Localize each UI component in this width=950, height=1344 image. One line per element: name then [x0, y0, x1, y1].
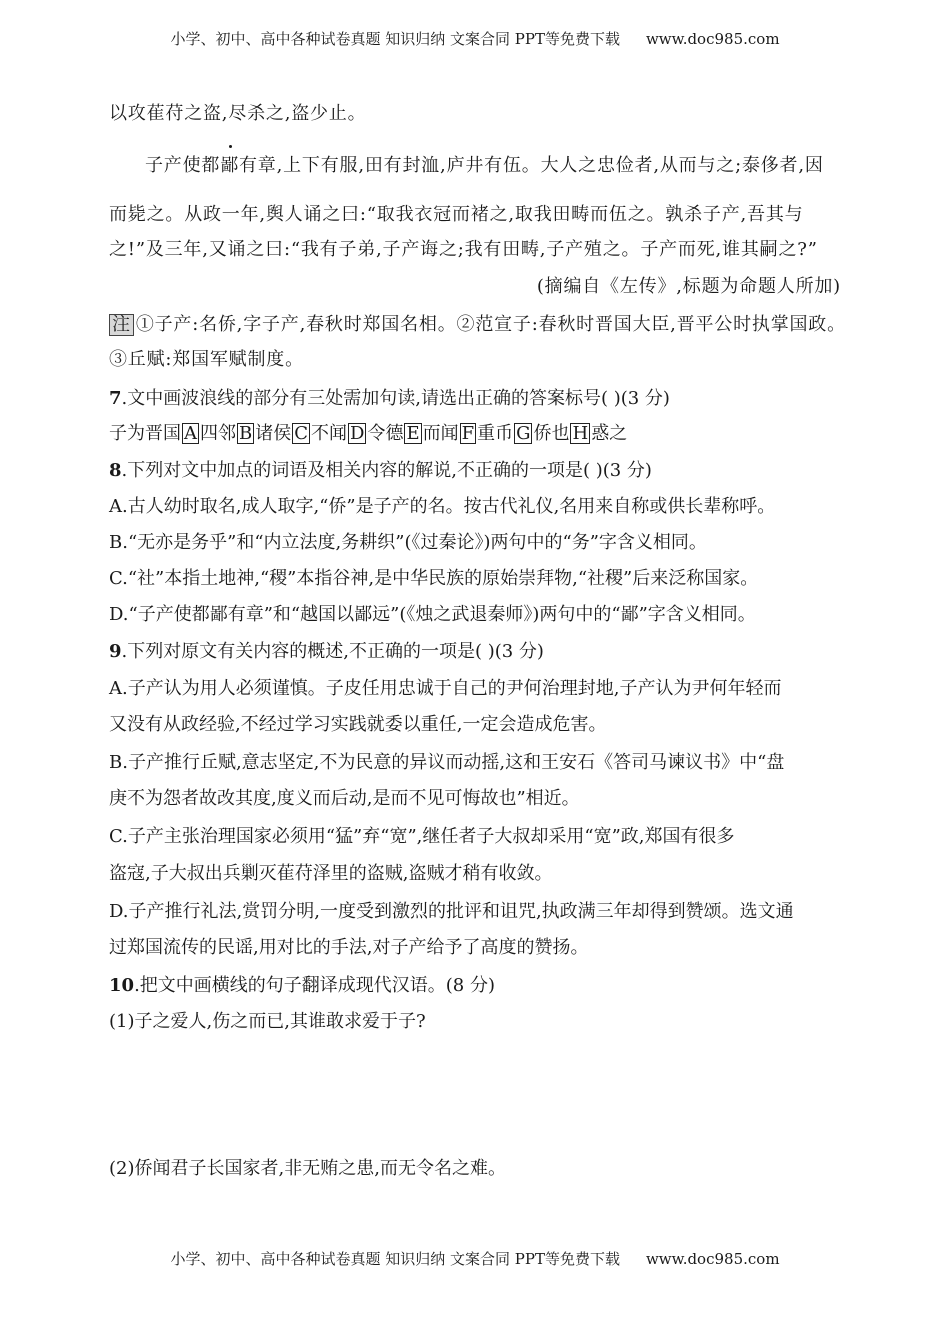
note-label: 注: [109, 314, 134, 336]
mark-f[interactable]: F: [461, 423, 475, 444]
page-footer: [0, 1248, 950, 1269]
question-text: .下列对原文有关内容的概述,不正确的一项是( )(3 分): [121, 641, 544, 662]
question-number: 10: [109, 975, 135, 996]
option-a[interactable]: A.古人幼时取名,成人取字,“侨”是子产的名。按古代礼仪,名用来自称或供长辈称呼。: [109, 496, 776, 517]
segment-text: 惑之: [591, 423, 628, 444]
emphasis-dot-mark: [229, 145, 232, 148]
option-d[interactable]: D.子产推行礼法,赏罚分明,一度受到激烈的批评和诅咒,执政满三年却得到赞颂。选文通: [109, 901, 794, 922]
footer-text: 小学、初中、高中各种试卷真题 知识归纳 文案合同 PPT等免费下载: [170, 1250, 620, 1268]
mark-h[interactable]: H: [572, 423, 589, 444]
segment-text: 子为晋国: [109, 423, 181, 444]
translation-sentence-2: (2)侨闻君子长国家者,非无贿之患,而无令名之难。: [109, 1158, 506, 1179]
option-d[interactable]: D.“子产使都鄙有章”和“越国以鄙远”(《烛之武退秦师》)两句中的“鄙”字含义相同。: [109, 604, 756, 625]
segment-text: 诸侯: [255, 423, 292, 444]
segment-text: 而闻: [422, 423, 459, 444]
mark-d[interactable]: D: [350, 423, 365, 444]
question-9: [109, 640, 849, 664]
option-b-cont: 庚不为怨者故改其度,度义而后动,是而不见可悔故也”相近。: [109, 788, 580, 809]
segment-text: 重币: [477, 423, 514, 444]
passage-line: 而毙之。从政一年,舆人诵之曰:“取我衣冠而褚之,取我田畴而伍之。孰杀子产,吾其与: [109, 204, 804, 225]
notes-line: [109, 313, 849, 337]
footer-url[interactable]: www.doc985.com: [645, 1250, 780, 1268]
option-a-cont: 又没有从政经验,不经过学习实践就委以重任,一定会造成危害。: [109, 714, 607, 735]
question-number: 7: [109, 388, 122, 409]
page-header: [0, 28, 950, 49]
question-10: [109, 974, 849, 998]
option-c-cont: 盗寇,子大叔出兵剿灭萑苻泽里的盗贼,盗贼才稍有收敛。: [109, 863, 553, 884]
passage-line: 以攻萑苻之盗,尽杀之,盗少止。: [109, 103, 367, 124]
segment-text: 侨也: [533, 423, 570, 444]
mark-b[interactable]: B: [239, 423, 253, 444]
notes-line: ③丘赋:郑国军赋制度。: [109, 349, 304, 370]
q7-segments: [109, 422, 849, 446]
question-number: 9: [109, 641, 122, 662]
question-text: .把文中画横线的句子翻译成现代汉语。(8 分): [134, 975, 496, 996]
option-d-cont: 过郑国流传的民谣,用对比的手法,对子产给予了高度的赞扬。: [109, 937, 589, 958]
passage-source: (摘编自《左传》,标题为命题人所加): [536, 276, 841, 297]
segment-text: 不闻: [311, 423, 348, 444]
note-text: ①子产:名侨,字子产,春秋时郑国名相。②范宣子:春秋时晋国大臣,晋平公时执掌国政。: [135, 314, 846, 335]
question-7: [109, 387, 849, 411]
option-b[interactable]: B.子产推行丘赋,意志坚定,不为民意的异议而动摇,这和王安石《答司马谏议书》中“盘: [109, 752, 785, 773]
option-c[interactable]: C.“社”本指土地神,“稷”本指谷神,是中华民族的原始崇拜物,“社稷”后来泛称国家。: [109, 568, 759, 589]
segment-text: 令德: [367, 423, 404, 444]
mark-c[interactable]: C: [294, 423, 309, 444]
question-number: 8: [109, 460, 122, 481]
question-text: .下列对文中加点的词语及相关内容的解说,不正确的一项是( )(3 分): [121, 460, 652, 481]
passage-line: 子产使都鄙有章,上下有服,田有封洫,庐井有伍。大人之忠俭者,从而与之;泰侈者,因: [145, 155, 824, 176]
option-b[interactable]: B.“无亦是务乎”和“内立法度,务耕织”(《过秦论》)两句中的“务”字含义相同。: [109, 532, 707, 553]
mark-g[interactable]: G: [516, 423, 531, 444]
question-text: .文中画波浪线的部分有三处需加句读,请选出正确的答案标号( )(3 分): [121, 388, 670, 409]
option-a[interactable]: A.子产认为用人必须谨慎。子皮任用忠诚于自己的尹何治理封地,子产认为尹何年轻而: [109, 678, 782, 699]
header-text: 小学、初中、高中各种试卷真题 知识归纳 文案合同 PPT等免费下载: [170, 30, 620, 48]
segment-text: 四邻: [200, 423, 236, 444]
translation-sentence-1: (1)子之爱人,伤之而已,其谁敢求爱于子?: [109, 1011, 426, 1032]
question-8: [109, 459, 849, 483]
mark-e[interactable]: E: [406, 423, 420, 444]
mark-a[interactable]: A: [184, 423, 197, 444]
header-url[interactable]: www.doc985.com: [645, 30, 780, 48]
passage-line: 之!”及三年,又诵之曰:“我有子弟,子产诲之;我有田畴,子产殖之。子产而死,谁其嗣之?”: [109, 239, 818, 260]
option-c[interactable]: C.子产主张治理国家必须用“猛”弃“宽”,继任者子大叔却采用“宽”政,郑国有很多: [109, 826, 735, 847]
